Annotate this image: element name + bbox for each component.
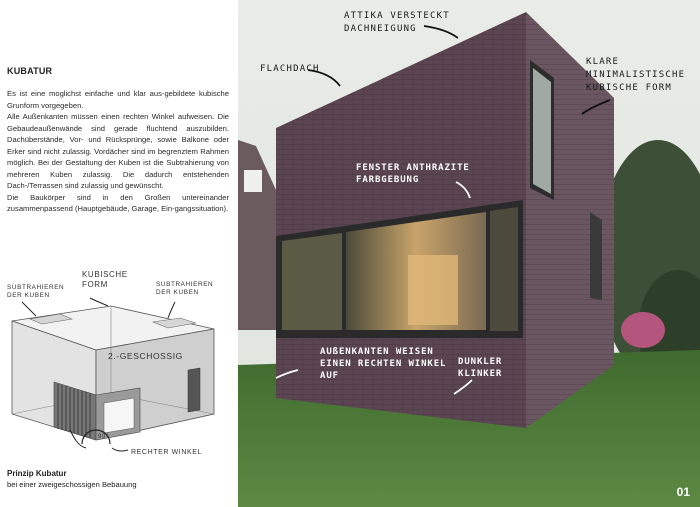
house-photo [238, 0, 700, 507]
annotation-attika: ATTIKA VERSTECKT DACHNEIGUNG [344, 11, 450, 34]
label-subtract-left: SUBTRAHIEREN DER KUBEN [7, 284, 65, 299]
annotation-fenster: FENSTER ANTHRAZITE FARBGEBUNG [356, 163, 470, 185]
body-text [7, 88, 229, 215]
paragraph-2: Alle Außenkanten müssen einen rechten Winkel aufweisen. Die Gebaudeaußenwände sind gerade fluchtend auszubilden. Dachüberstände, Vor- und Rücksprünge, sowie Balkone oder Erker sind nicht zulassig. Vordächer sind im begrenztem Rahmen möglich. Bei der Gestaltung der Kuben ist die Subtrahierung von mehreren Kuben zulassig. Die dadurch entstehenden Dach-/Terrassen sind zulassig und gewünscht. [7, 112, 229, 191]
annotation-klare: KLARE MINIMALISTISCHE KUBISCHE FORM [586, 57, 686, 93]
section-heading: KUBATUR [7, 66, 53, 76]
paragraph-3: Die Baukörper sind in den Großen untereinander zusammenpassend (Hauptgebäude, Garage, Ein-gangssituation). [7, 192, 229, 214]
caption-subtitle: bei einer zweigeschossigen Bebauung [7, 480, 137, 489]
annotation-aussenkanten: AUßENKANTEN WEISEN EINEN RECHTEN WINKEL AUF [320, 347, 447, 381]
annotation-klinker: DUNKLER KLINKER [458, 357, 503, 379]
label-right-angle: RECHTER WINKEL [131, 449, 203, 456]
caption-title: Prinzip Kubatur [7, 469, 67, 478]
text-panel [0, 0, 238, 507]
annotation-flachdach: FLACHDACH [260, 64, 320, 74]
label-subtract-right: SUBTRAHIEREN DER KUBEN [156, 281, 214, 296]
paragraph-1: Es ist eine moglichst einfache und klar aus-gebildete kubische Grunform vorgegeben. [7, 89, 229, 110]
page-number: 01 [676, 485, 690, 499]
kubatur-diagram [0, 262, 238, 467]
label-floors: 2.-GESCHOSSIG [108, 351, 183, 361]
label-angle: 90° [98, 434, 109, 440]
figure-caption [7, 469, 137, 489]
label-cube-form: KUBISCHE FORM [82, 270, 128, 289]
